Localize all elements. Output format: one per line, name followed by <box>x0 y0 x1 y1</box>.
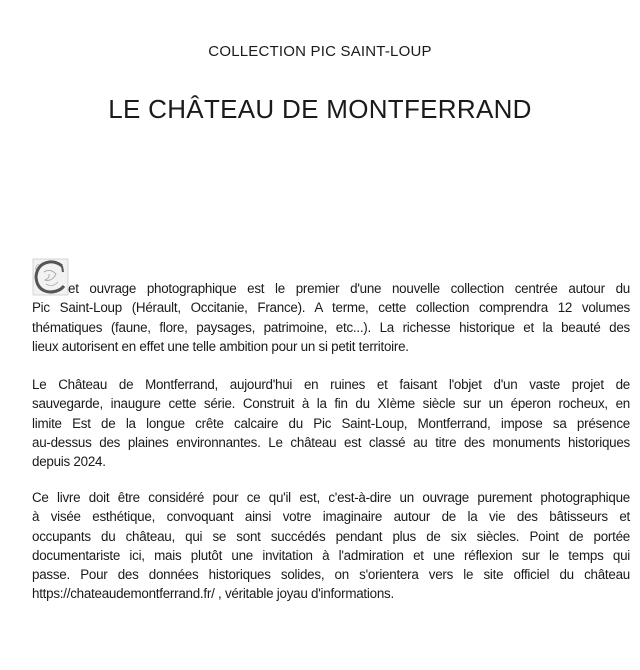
text-line: thématiques (faune, flore, paysages, patrimoine, etc...). La richesse historique et la beauté des <box>32 319 630 335</box>
collection-name: COLLECTION PIC SAINT-LOUP <box>208 43 432 60</box>
website-link-line: https://chateaudemontferrand.fr/ , véritable joyau d'informations. <box>32 586 394 602</box>
text-line: et ouvrage photographique est le premier d'une nouvelle collection centrée autour du <box>68 281 630 296</box>
text-line: Pic Saint-Loup (Hérault, Occitanie, France). A terme, cette collection comprendra 12 volumes <box>32 300 630 316</box>
paragraph-purpose <box>32 488 630 604</box>
text-line: passe. Pour des données historiques solides, on s'orientera vers le site officiel du château <box>32 567 630 583</box>
text-line: à visée esthétique, convoquant ainsi votre imaginaire autour de la vie des bâtisseurs et <box>32 509 630 525</box>
paragraph-chateau <box>32 375 630 471</box>
page-title: LE CHÂTEAU DE MONTFERRAND <box>108 94 532 124</box>
text-line: limite Est de la longue crête calcaire du Pic Saint-Loup, Montferrand, impose sa présence <box>32 415 630 431</box>
text-line: lieux autorisent en effet une telle ambition pour un si petit territoire. <box>32 338 409 354</box>
text-line: au-dessus des plaines environnantes. Le château est classé au titre des monuments historiques <box>32 434 630 450</box>
text-line: documentariste ici, mais plutôt une invitation à l'admiration et une réflexion sur le temps qui <box>32 547 630 563</box>
text-line: sauvegarde, inaugure cette série. Construit à la fin du XIème siècle sur un éperon rocheux, en <box>32 396 630 412</box>
text-line: Le Château de Montferrand, aujourd'hui en ruines et faisant l'objet d'un vaste projet de <box>32 377 630 392</box>
text-line: depuis 2024. <box>32 454 106 470</box>
paragraph-intro <box>32 279 630 356</box>
text-line: Ce livre doit être considéré pour ce qu'il est, c'est-à-dire un ouvrage purement photographique <box>32 490 630 505</box>
text-line: occupants du château, qui se sont succédés pendant plus de six siècles. Point de portée <box>32 528 630 544</box>
